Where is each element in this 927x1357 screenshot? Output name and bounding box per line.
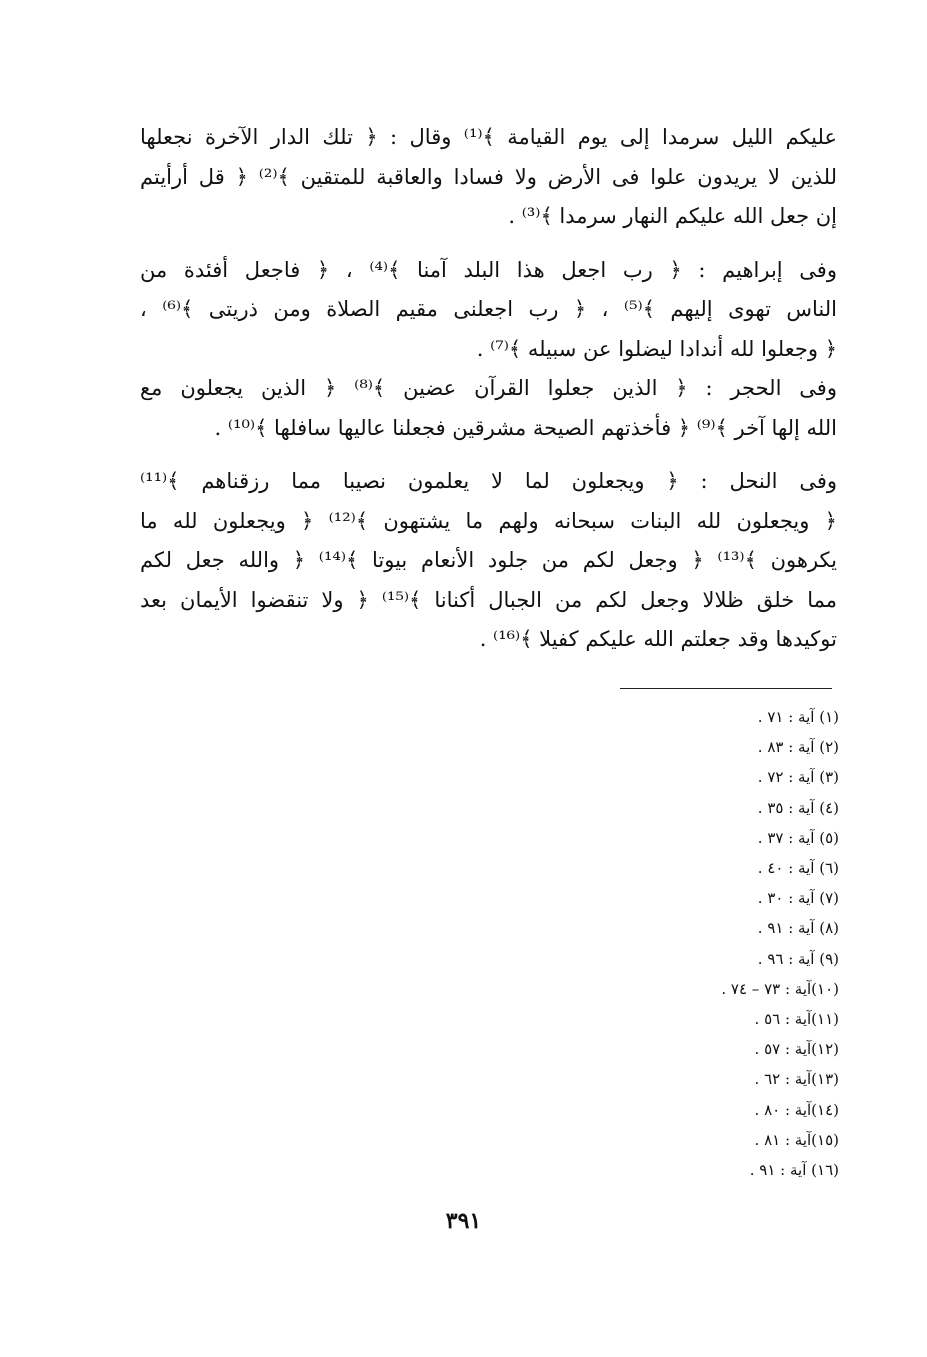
footnote-item: (٧) آية : ٣٠ .: [757, 889, 839, 908]
footnote-item: (١١)آية : ٥٦ .: [754, 1010, 839, 1029]
footnote-item: (١٦) آية : ٩١ .: [749, 1161, 839, 1180]
text-line: وفى الحجر : ﴿ الذين جعلوا القرآن عضين ﴾⁽⁸⁾ ﴿ الذين يجعلون مع: [140, 376, 837, 400]
page-number: ٣٩١: [445, 1208, 482, 1234]
text-line: وفى إبراهيم : ﴿ رب اجعل هذا البلد آمنا ﴾⁽⁴⁾ ، ﴿ فاجعل أفئدة من: [140, 257, 837, 282]
text-line: للذين لا يريدون علوا فى الأرض ولا فسادا والعاقبة للمتقين ﴾⁽²⁾ ﴿ قل أرأيتم: [140, 164, 837, 189]
footnote-item: (٢) آية : ٨٣ .: [757, 738, 839, 757]
text-line: يكرهون ﴾⁽¹³⁾ ﴿ وجعل لكم من جلود الأنعام بيوتا ﴾⁽¹⁴⁾ ﴿ والله جعل لكم: [140, 548, 837, 572]
text-line: إن جعل الله عليكم النهار سرمدا ﴾⁽³⁾ .: [508, 204, 837, 228]
footnote-item: (١) آية : ٧١ .: [757, 708, 839, 726]
footnote-item: (١٣)آية : ٦٢ .: [754, 1070, 839, 1089]
paragraph-al-qasas: [140, 118, 837, 237]
footnote-item: (١٥)آية : ٨١ .: [754, 1130, 839, 1149]
footnote-item: (١٢)آية : ٥٧ .: [754, 1040, 839, 1059]
text-line: مما خلق ظلالا وجعل لكم من الجبال أكنانا ﴾⁽¹⁵⁾ ﴿ ولا تنقضوا الأيمان بعد: [140, 587, 837, 612]
text-line: الله إلها آخر ﴾⁽⁹⁾ ﴿ فأخذتهم الصيحة مشرقين فجعلنا عاليها سافلها ﴾⁽¹⁰⁾ .: [214, 415, 837, 440]
main-text: [140, 118, 837, 660]
footnote-item: (٦) آية : ٤٠ .: [757, 859, 839, 878]
text-line: عليكم الليل سرمدا إلى يوم القيامة ﴾⁽¹⁾ وقال : ﴿ تلك الدار الآخرة نجعلها: [140, 125, 837, 149]
text-line: ﴿ وجعلوا لله أندادا ليضلوا عن سبيله ﴾⁽⁷⁾ .: [476, 336, 837, 361]
paragraph-ibrahim: [140, 251, 837, 370]
footnotes-list: [539, 702, 839, 1185]
footnote-item: (٤) آية : ٣٥ .: [757, 798, 839, 817]
footnote-item: (١٤)آية : ٨٠ .: [754, 1100, 839, 1119]
text-line: توكيدها وقد جعلتم الله عليكم كفيلا ﴾⁽¹⁶⁾ .: [479, 627, 837, 651]
footnote-item: (٨) آية : ٩١ .: [757, 919, 839, 938]
text-line: وفى النحل : ﴿ ويجعلون لما لا يعلمون نصيبا مما رزقناهم ﴾⁽¹¹⁾: [140, 469, 837, 493]
footnote-item: (٣) آية : ٧٢ .: [757, 768, 839, 787]
paragraph-an-nahl: [140, 462, 837, 660]
footnote-item: (٥) آية : ٣٧ .: [757, 828, 839, 847]
paragraph-al-hijr: [140, 369, 837, 448]
text-line: الناس تهوى إليهم ﴾⁽⁵⁾ ، ﴿ رب اجعلنى مقيم الصلاة ومن ذريتى ﴾⁽⁶⁾ ،: [140, 297, 837, 321]
footnote-separator: [620, 688, 832, 689]
text-line: ﴿ ويجعلون لله البنات سبحانه ولهم ما يشتهون ﴾⁽¹²⁾ ﴿ ويجعلون لله ما: [140, 508, 837, 533]
footnote-item: (١٠)آية : ٧٣ – ٧٤ .: [721, 979, 839, 998]
footnote-item: (٩) آية : ٩٦ .: [757, 949, 839, 968]
